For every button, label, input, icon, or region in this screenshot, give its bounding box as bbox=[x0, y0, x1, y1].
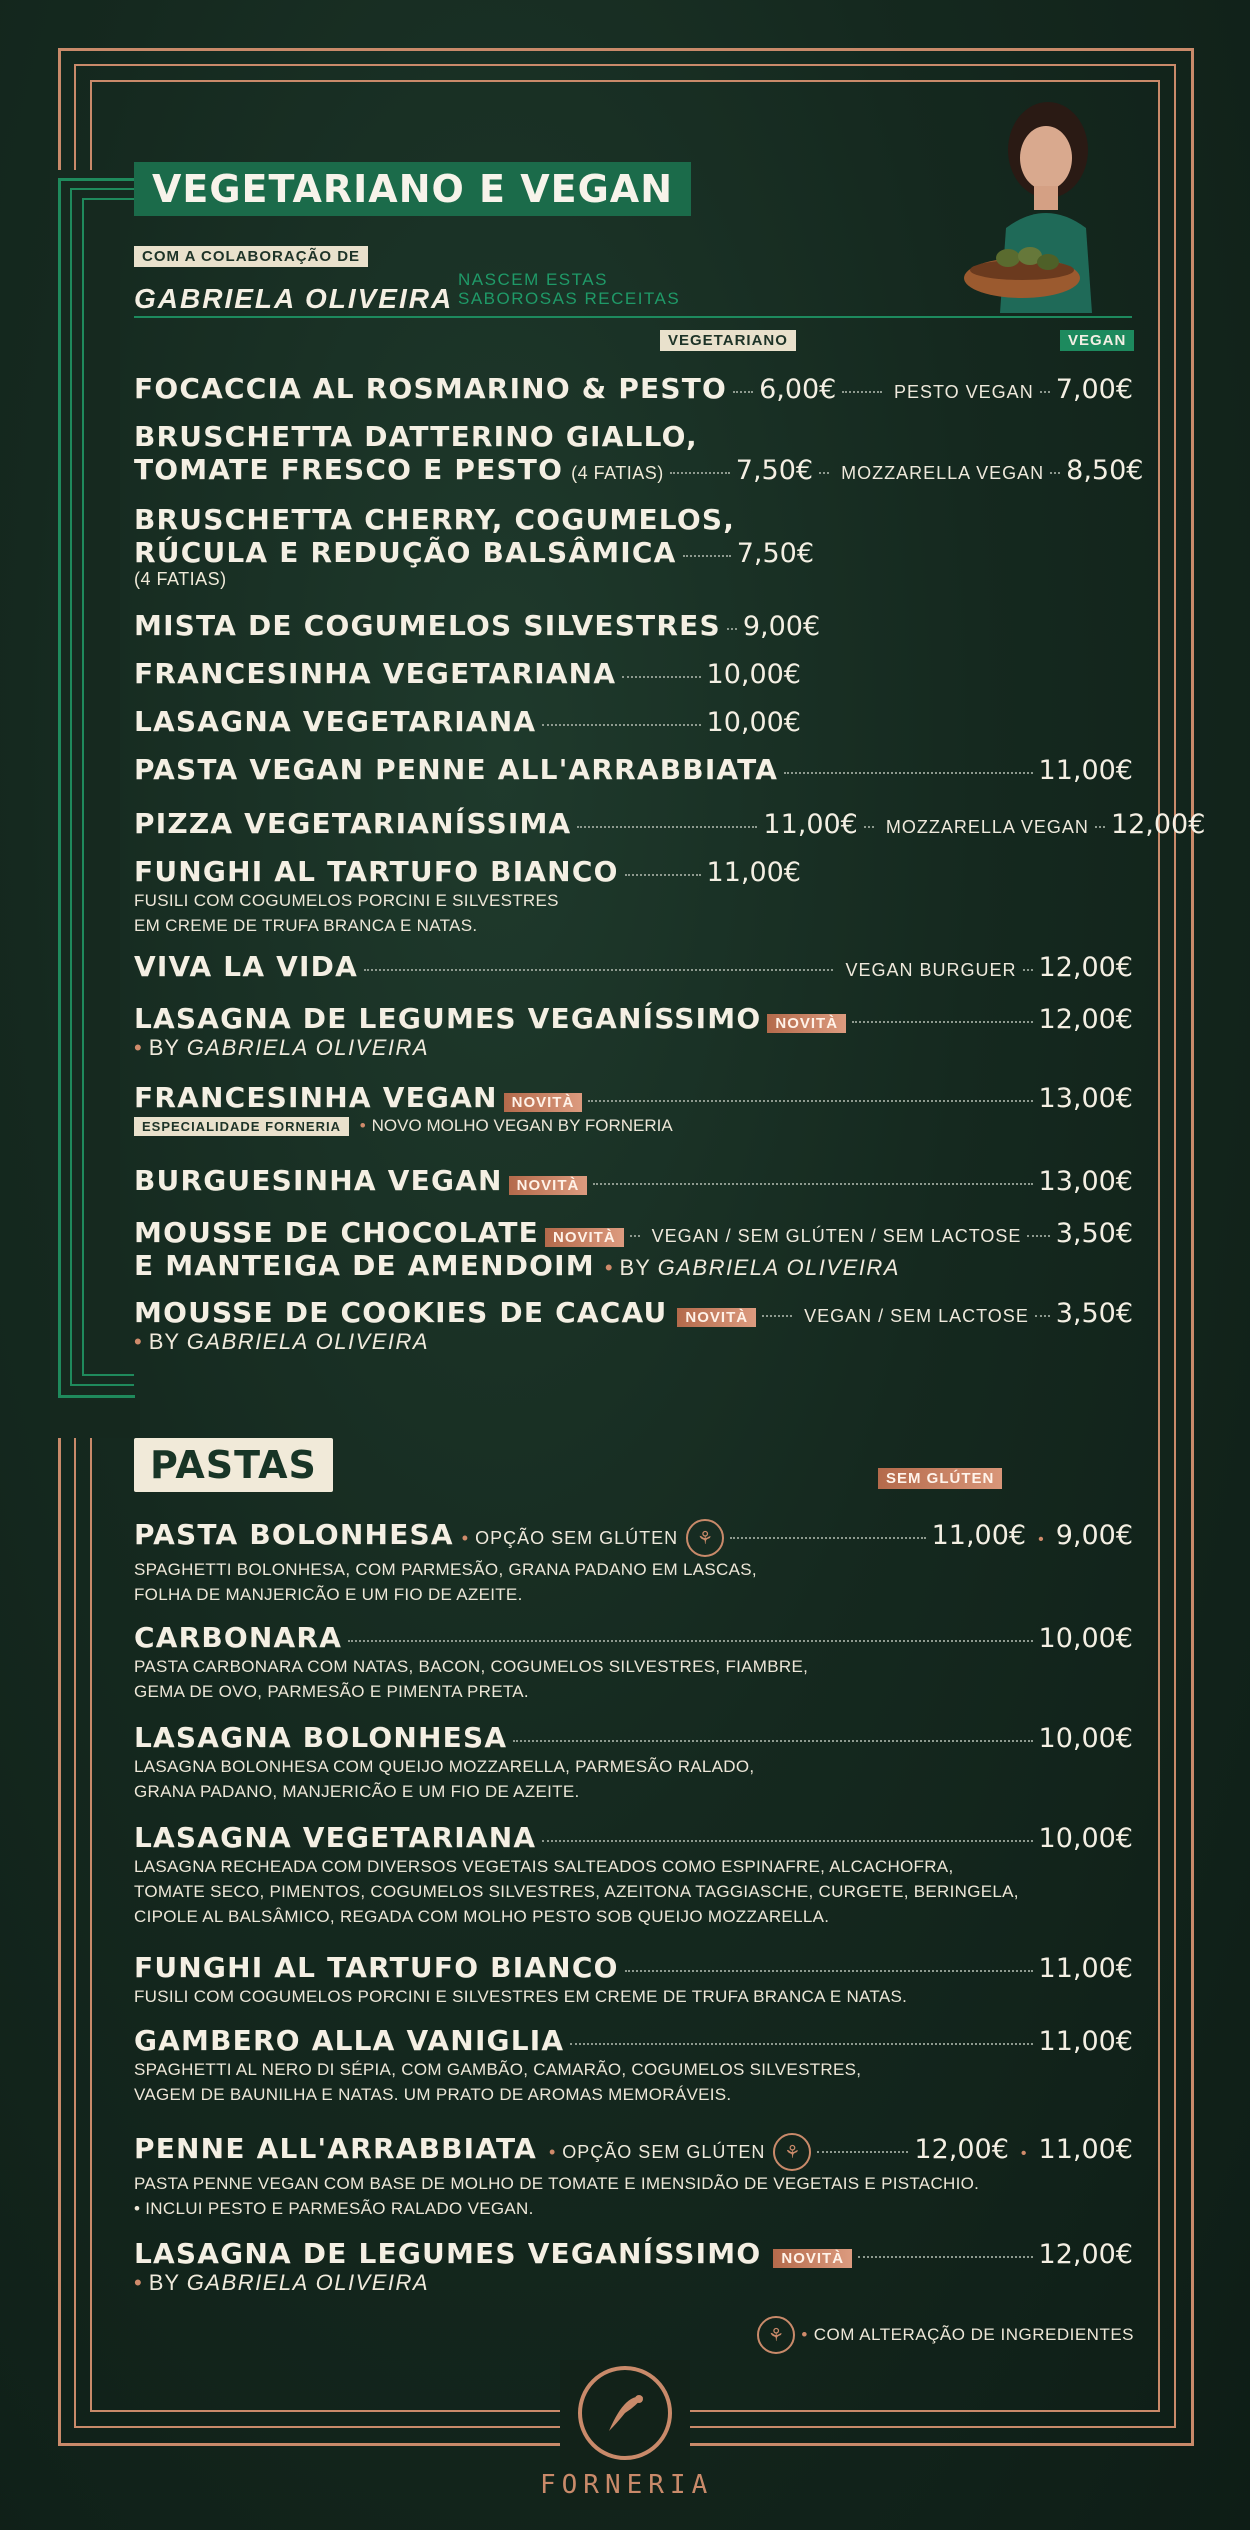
item-name: FRANCESINHA VEGAN bbox=[134, 1081, 498, 1114]
menu-item bbox=[134, 1296, 1133, 1355]
item-price: 11,00€ bbox=[763, 809, 858, 840]
item-name: LASAGNA DE LEGUMES VEGANÍSSIMO bbox=[134, 2237, 762, 2270]
leader-dots bbox=[348, 1640, 1032, 1642]
bullet-dot: • bbox=[801, 2325, 808, 2344]
menu-item bbox=[134, 807, 1206, 840]
menu-item bbox=[134, 657, 801, 690]
vegan-option: VEGAN BURGUER bbox=[845, 960, 1017, 980]
leader-dots bbox=[784, 772, 1032, 774]
novita-badge: NOVITÀ bbox=[767, 1014, 846, 1033]
menu-item bbox=[134, 1518, 1133, 1607]
menu-item bbox=[134, 1721, 1133, 1804]
item-description: VAGEM DE BAUNILHA E NATAS. UM PRATO DE AROMAS MEMORÁVEIS. bbox=[134, 2085, 732, 2104]
green-bracket-3 bbox=[82, 198, 134, 1376]
item-price: 10,00€ bbox=[1038, 1823, 1133, 1854]
bullet-dot: • bbox=[134, 1035, 143, 1060]
gluten-free-option: OPÇÃO SEM GLÚTEN bbox=[475, 1528, 679, 1548]
menu-item bbox=[134, 609, 821, 642]
leader-dots bbox=[858, 2256, 1032, 2258]
gluten-free-price: 9,00€ bbox=[1055, 1520, 1133, 1551]
item-description: FUSILI COM COGUMELOS PORCINI E SILVESTRES bbox=[134, 891, 559, 910]
item-note: NOVO MOLHO VEGAN BY FORNERIA bbox=[371, 1116, 673, 1135]
author-name: GABRIELA OLIVEIRA bbox=[657, 1255, 900, 1280]
leader-dots bbox=[577, 826, 757, 828]
leader-dots bbox=[570, 2043, 1032, 2045]
item-description: PASTA PENNE VEGAN COM BASE DE MOLHO DE TOMATE E IMENSIDÃO DE VEGETAIS E PISTACHIO. bbox=[134, 2174, 980, 2193]
item-name: FOCACCIA AL ROSMARINO & PESTO bbox=[134, 372, 728, 405]
item-price: 10,00€ bbox=[1038, 1723, 1133, 1754]
by-label: BY bbox=[148, 2270, 180, 2295]
leader-dots bbox=[762, 1315, 792, 1317]
leader-dots bbox=[364, 969, 834, 971]
frame-gap bbox=[50, 1400, 140, 1438]
col-label-gluten-free: SEM GLÚTEN bbox=[878, 1468, 1002, 1489]
menu-item bbox=[134, 420, 1144, 486]
bullet-dot: • bbox=[1020, 2145, 1027, 2162]
item-name: TOMATE FRESCO E PESTO bbox=[134, 453, 564, 486]
novita-badge: NOVITÀ bbox=[504, 1093, 583, 1112]
item-description: CIPOLE AL BALSÂMICO, REGADA COM MOLHO PESTO SOB QUEIJO MOZZARELLA. bbox=[134, 1907, 830, 1926]
leader-dots bbox=[1027, 1235, 1049, 1237]
item-price: 13,00€ bbox=[1038, 1083, 1133, 1114]
legend-text: COM ALTERAÇÃO DE INGREDIENTES bbox=[813, 2325, 1134, 2344]
item-extra bbox=[134, 1116, 1133, 1136]
gluten-free-icon: ⚘ bbox=[686, 1519, 724, 1557]
col-label-vegetariano: VEGETARIANO bbox=[660, 330, 796, 351]
item-price: 11,00€ bbox=[1038, 1953, 1133, 1984]
item-name: CARBONARA bbox=[134, 1621, 343, 1654]
collab-sub-line-1: NASCEM ESTAS bbox=[458, 270, 608, 289]
section-title-pastas: PASTAS bbox=[134, 1438, 333, 1492]
menu-item bbox=[134, 1621, 1133, 1704]
forneria-logo bbox=[578, 2366, 672, 2460]
novita-badge: NOVITÀ bbox=[545, 1228, 624, 1247]
by-label: BY bbox=[619, 1255, 651, 1280]
col-header-vegetariano bbox=[660, 330, 796, 351]
item-price: 3,50€ bbox=[1055, 1298, 1133, 1329]
leader-dots bbox=[842, 391, 882, 393]
bullet-dot: • bbox=[461, 1528, 470, 1548]
vegan-price: 7,00€ bbox=[1055, 374, 1133, 405]
leader-dots bbox=[727, 628, 737, 630]
col-header-gluten-free bbox=[878, 1468, 1002, 1489]
item-name: MISTA DE COGUMELOS SILVESTRES bbox=[134, 609, 721, 642]
item-name: LASAGNA BOLONHESA bbox=[134, 1721, 508, 1754]
menu-item bbox=[134, 950, 1133, 983]
bullet-dot: • bbox=[359, 1116, 366, 1135]
item-price: 11,00€ bbox=[706, 857, 801, 888]
menu-item bbox=[134, 1951, 1133, 2009]
gluten-free-icon: ⚘ bbox=[757, 2316, 795, 2354]
gluten-legend bbox=[749, 2316, 1134, 2354]
author-name: GABRIELA OLIVEIRA bbox=[186, 2270, 430, 2295]
item-price: 7,50€ bbox=[735, 455, 814, 486]
menu-item bbox=[134, 1081, 1133, 1136]
item-name: MOUSSE DE COOKIES DE CACAU bbox=[134, 1296, 668, 1329]
menu-item bbox=[134, 705, 801, 738]
leader-dots bbox=[683, 555, 731, 557]
item-price: 10,00€ bbox=[706, 707, 801, 738]
section-title-vegetariano: VEGETARIANO E VEGAN bbox=[134, 162, 691, 216]
leader-dots bbox=[513, 1740, 1032, 1742]
novita-badge: NOVITÀ bbox=[509, 1176, 588, 1195]
author-name: GABRIELA OLIVEIRA bbox=[186, 1329, 430, 1354]
bullet-dot: • bbox=[604, 1255, 614, 1280]
item-description: TOMATE SECO, PIMENTOS, COGUMELOS SILVESTRES, AZEITONA TAGGIASCHE, CURGETE, BERINGELA, bbox=[134, 1882, 1019, 1901]
author-name: GABRIELA OLIVEIRA bbox=[186, 1035, 430, 1060]
item-name: VIVA LA VIDA bbox=[134, 950, 358, 983]
leader-dots bbox=[1095, 826, 1105, 828]
menu-item bbox=[134, 1821, 1133, 1929]
leader-dots bbox=[593, 1183, 1032, 1185]
collab-block bbox=[134, 246, 368, 267]
vegan-price: 12,00€ bbox=[1110, 809, 1206, 840]
leader-dots bbox=[542, 1840, 1032, 1842]
item-name: LASAGNA DE LEGUMES VEGANÍSSIMO bbox=[134, 1002, 762, 1035]
item-name: BRUSCHETTA DATTERINO GIALLO, bbox=[134, 420, 698, 453]
col-label-vegan: VEGAN bbox=[1060, 330, 1134, 351]
item-name: E MANTEIGA DE AMENDOIM bbox=[134, 1249, 595, 1282]
item-description: GRANA PADANO, MANJERICÃO E UM FIO DE AZEITE. bbox=[134, 1782, 580, 1801]
item-description: FOLHA DE MANJERICÃO E UM FIO DE AZEITE. bbox=[134, 1585, 523, 1604]
item-name: PENNE ALL'ARRABBIATA bbox=[134, 2132, 537, 2165]
collab-name: GABRIELA OLIVEIRA bbox=[134, 283, 454, 314]
item-name: GAMBERO ALLA VANIGLIA bbox=[134, 2024, 565, 2057]
novita-badge: NOVITÀ bbox=[677, 1308, 756, 1327]
by-label: BY bbox=[148, 1035, 180, 1060]
item-name: FUNGHI AL TARTUFO BIANCO bbox=[134, 855, 619, 888]
item-price: 6,00€ bbox=[759, 374, 837, 405]
chef-photo bbox=[960, 98, 1116, 313]
item-price: 13,00€ bbox=[1038, 1166, 1133, 1197]
gluten-free-icon: ⚘ bbox=[773, 2133, 811, 2171]
leader-dots bbox=[1040, 391, 1050, 393]
item-name: FRANCESINHA VEGETARIANA bbox=[134, 657, 617, 690]
item-description: GEMA DE OVO, PARMESÃO E PIMENTA PRETA. bbox=[134, 1682, 529, 1701]
item-name: MOUSSE DE CHOCOLATE bbox=[134, 1216, 539, 1249]
leader-dots bbox=[670, 472, 730, 474]
item-description: FUSILI COM COGUMELOS PORCINI E SILVESTRES EM CREME DE TRUFA BRANCA E NATAS. bbox=[134, 1987, 908, 2006]
menu-item bbox=[134, 1002, 1133, 1061]
item-name: LASAGNA VEGETARIANA bbox=[134, 705, 537, 738]
menu-item bbox=[134, 372, 1133, 405]
collab-sub-line-2: SABOROSAS RECEITAS bbox=[458, 289, 681, 308]
item-price: 12,00€ bbox=[1038, 1004, 1133, 1035]
vegan-option: PESTO VEGAN bbox=[893, 382, 1034, 402]
leader-dots bbox=[1050, 472, 1060, 474]
leader-dots bbox=[819, 472, 829, 474]
vegan-price: 8,50€ bbox=[1066, 455, 1144, 486]
item-note: (4 FATIAS) bbox=[571, 463, 664, 483]
item-description: PASTA CARBONARA COM NATAS, BACON, COGUMELOS SILVESTRES, FIAMBRE, bbox=[134, 1657, 809, 1676]
item-description: LASAGNA RECHEADA COM DIVERSOS VEGETAIS SALTEADOS COMO ESPINAFRE, ALCACHOFRA, bbox=[134, 1857, 954, 1876]
item-name: RÚCULA E REDUÇÃO BALSÂMICA bbox=[134, 536, 677, 569]
gluten-free-option: OPÇÃO SEM GLÚTEN bbox=[562, 2142, 766, 2162]
brand-name: FORNERIA bbox=[540, 2470, 714, 2500]
item-price: 11,00€ bbox=[1038, 2026, 1133, 2057]
leader-dots bbox=[625, 1970, 1033, 1972]
menu-item bbox=[134, 753, 1133, 786]
vegan-option: MOZZARELLA VEGAN bbox=[885, 817, 1089, 837]
item-price: 11,00€ bbox=[1038, 755, 1133, 786]
item-name: BURGUESINHA VEGAN bbox=[134, 1164, 503, 1197]
item-name: PIZZA VEGETARIANÍSSIMA bbox=[134, 807, 572, 840]
item-description: SPAGHETTI BOLONHESA, COM PARMESÃO, GRANA PADANO EM LASCAS, bbox=[134, 1560, 757, 1579]
menu-item bbox=[134, 2024, 1133, 2107]
leader-dots bbox=[630, 1235, 640, 1237]
author-credit bbox=[134, 2270, 1133, 2296]
leader-dots bbox=[542, 724, 700, 726]
item-price: 12,00€ bbox=[1038, 2239, 1133, 2270]
green-rule bbox=[134, 316, 1132, 318]
menu-item bbox=[134, 1164, 1133, 1197]
author-credit bbox=[605, 1255, 900, 1281]
menu-item bbox=[134, 2237, 1133, 2296]
leader-dots bbox=[733, 391, 753, 393]
leader-dots bbox=[730, 1537, 926, 1539]
item-name: FUNGHI AL TARTUFO BIANCO bbox=[134, 1951, 619, 1984]
bullet-dot: • bbox=[1038, 1531, 1044, 1548]
item-note: (4 FATIAS) bbox=[134, 569, 227, 589]
leader-dots bbox=[1035, 1315, 1050, 1317]
item-name: PASTA BOLONHESA bbox=[134, 1518, 454, 1551]
diet-options: VEGAN / SEM GLÚTEN / SEM LACTOSE bbox=[651, 1226, 1022, 1246]
vegan-option: MOZZARELLA VEGAN bbox=[841, 463, 1045, 483]
bullet-dot: • bbox=[134, 2270, 143, 2295]
item-price: 11,00€ bbox=[931, 1520, 1027, 1551]
menu-item bbox=[134, 1216, 1133, 1282]
bullet-dot: • bbox=[548, 2142, 557, 2162]
item-price: 3,50€ bbox=[1055, 1218, 1133, 1249]
by-label: BY bbox=[148, 1329, 180, 1354]
item-price: 9,00€ bbox=[742, 611, 821, 642]
specialty-tag: ESPECIALIDADE FORNERIA bbox=[134, 1117, 349, 1136]
menu-item bbox=[134, 2132, 1133, 2221]
collab-tag: COM A COLABORAÇÃO DE bbox=[134, 246, 368, 267]
bullet-dot: • bbox=[134, 1329, 143, 1354]
item-description: SPAGHETTI AL NERO DI SÉPIA, COM GAMBÃO, CAMARÃO, COGUMELOS SILVESTRES, bbox=[134, 2060, 862, 2079]
item-name: PASTA VEGAN PENNE ALL'ARRABBIATA bbox=[134, 753, 779, 786]
leader-dots bbox=[622, 676, 700, 678]
item-price: 7,50€ bbox=[736, 538, 814, 569]
collab-sub bbox=[458, 270, 680, 308]
item-price: 10,00€ bbox=[706, 659, 801, 690]
item-description: EM CREME DE TRUFA BRANCA E NATAS. bbox=[134, 916, 478, 935]
novita-badge: NOVITÀ bbox=[773, 2249, 852, 2268]
gluten-free-price: 11,00€ bbox=[1038, 2134, 1133, 2165]
leader-dots bbox=[1023, 969, 1033, 971]
author-credit bbox=[134, 1329, 1133, 1355]
menu-item bbox=[134, 503, 1133, 590]
item-name: BRUSCHETTA CHERRY, COGUMELOS, bbox=[134, 503, 736, 536]
item-description: LASAGNA BOLONHESA COM QUEIJO MOZZARELLA, PARMESÃO RALADO, bbox=[134, 1757, 755, 1776]
item-name: LASAGNA VEGETARIANA bbox=[134, 1821, 537, 1854]
item-description: • INCLUI PESTO E PARMESÃO RALADO VEGAN. bbox=[134, 2199, 534, 2218]
vegan-price: 12,00€ bbox=[1038, 952, 1133, 983]
item-price: 12,00€ bbox=[914, 2134, 1009, 2165]
leader-dots bbox=[625, 874, 701, 876]
author-credit bbox=[134, 1035, 1133, 1061]
leader-dots bbox=[852, 1021, 1032, 1023]
menu-item bbox=[134, 855, 1133, 938]
item-price: 10,00€ bbox=[1038, 1623, 1133, 1654]
diet-options: VEGAN / SEM LACTOSE bbox=[804, 1306, 1029, 1326]
leader-dots bbox=[817, 2151, 908, 2153]
leader-dots bbox=[588, 1100, 1032, 1102]
leader-dots bbox=[864, 826, 874, 828]
col-header-vegan bbox=[1060, 330, 1134, 351]
